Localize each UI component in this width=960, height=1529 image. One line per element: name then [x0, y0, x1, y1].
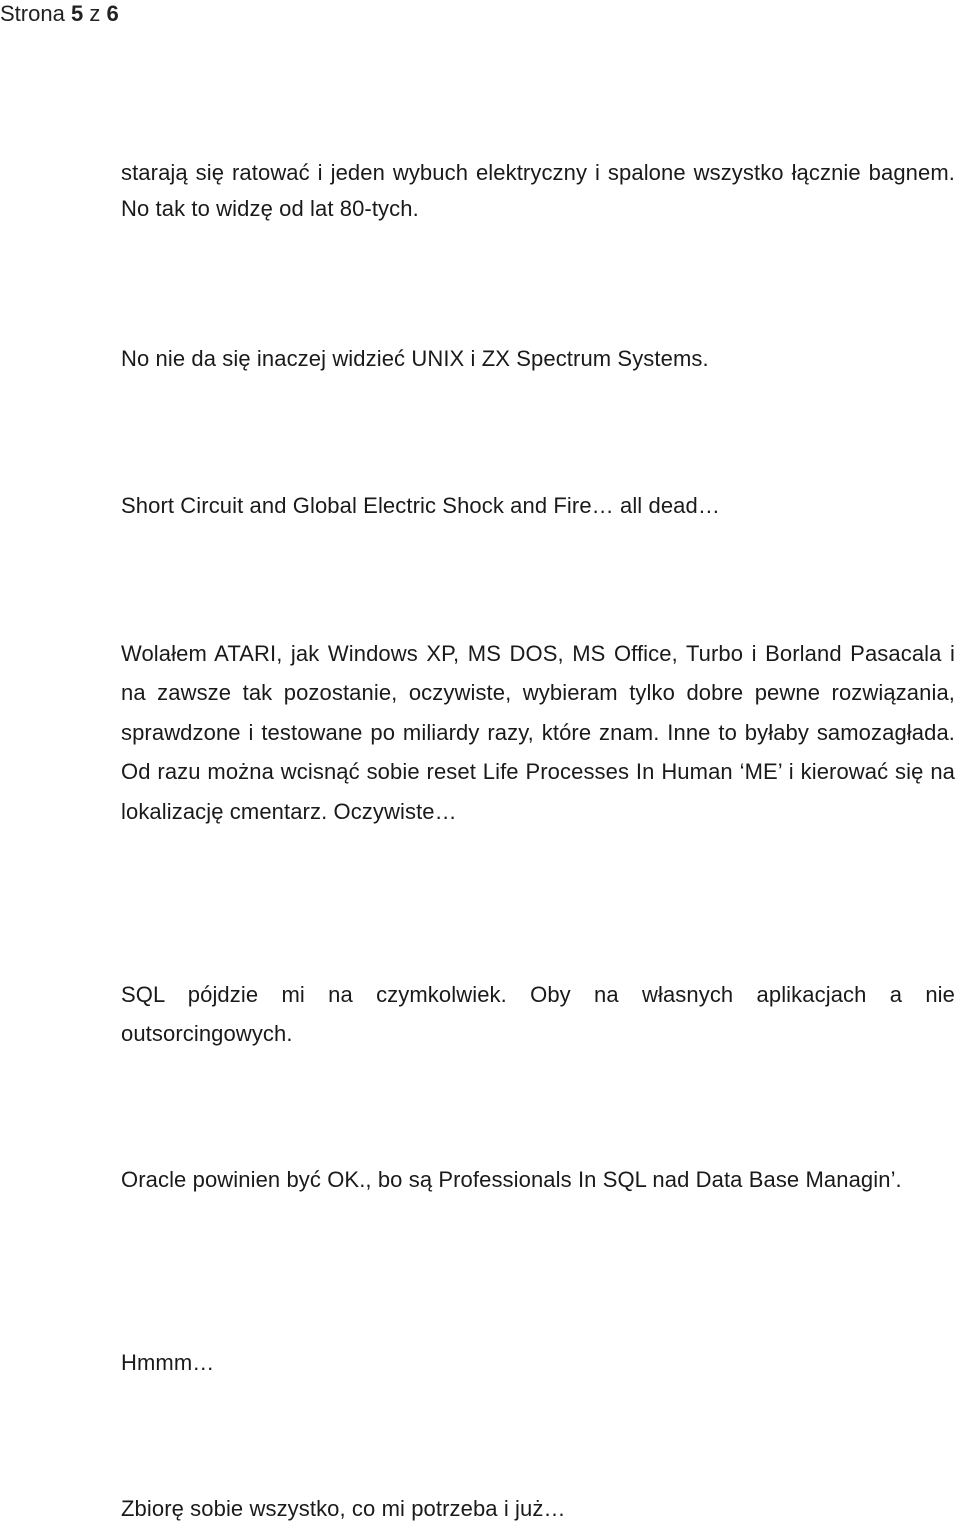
paragraph-7: Hmmm… — [121, 1350, 215, 1375]
paragraph-6: Oracle powinien być OK., bo są Professionals In SQL nad Data Base Managin’. — [121, 1167, 902, 1192]
paragraph-2: No nie da się inaczej widzieć UNIX i ZX Spectrum Systems. — [121, 346, 709, 371]
page-separator: z — [89, 1, 101, 26]
paragraph-4: Wolałem ATARI, jak Windows XP, MS DOS, MS Office, Turbo i Borland Pasacala i na zawsze tak pozostanie, oczywiste, wybieram tylko dobre pewne rozwiązania, sprawdzone i testowane po miliardy razy, które znam. Inne to byłaby samozagłada. Od razu można wcisnąć sobie reset Life Processes In Human ‘ME’ i kierować się na lokalizację cmentarz. Oczywiste… — [121, 641, 955, 824]
current-page-number: 5 — [70, 1, 84, 26]
page-number-header — [0, 0, 119, 28]
paragraph-5: SQL pójdzie mi na czymkolwiek. Oby na własnych aplikacjach a nie outsorcingowych. — [121, 982, 955, 1046]
total-pages-number: 6 — [106, 1, 119, 26]
paragraph-8: Zbiorę sobie wszystko, co mi potrzeba i już… — [121, 1496, 566, 1521]
paragraph-1: starają się ratować i jeden wybuch elektryczny i spalone wszystko łącznie bagnem. No tak to widzę od lat 80-tych. — [121, 160, 955, 221]
page-label: Strona — [0, 1, 65, 26]
paragraph-3: Short Circuit and Global Electric Shock and Fire… all dead… — [121, 493, 720, 518]
